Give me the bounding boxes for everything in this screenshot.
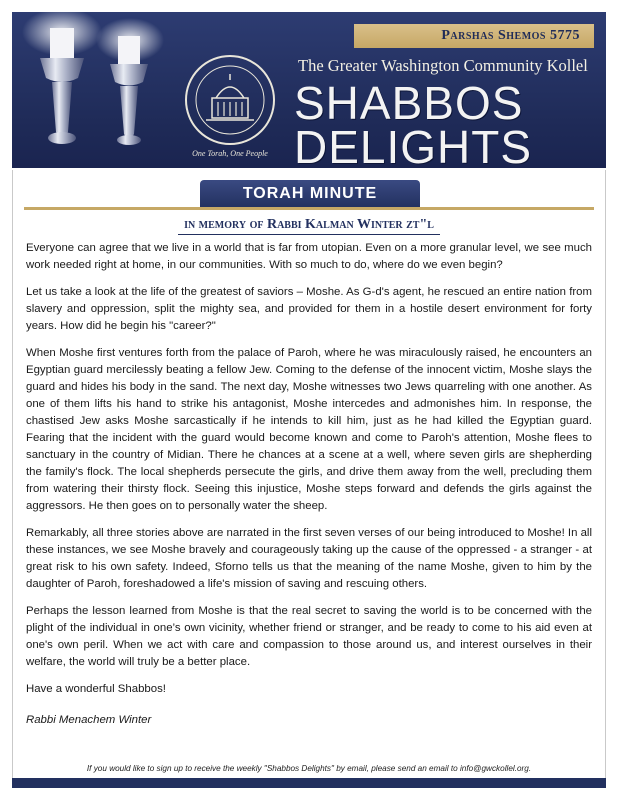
- closing-line: Have a wonderful Shabbos!: [26, 683, 166, 695]
- masthead: [12, 12, 606, 168]
- article-paragraph: Perhaps the lesson learned from Moshe is that the real secret to saving the world is to be concerned with the plight of the individual in one’s own vicinity, whether friend or stranger, and be ready to come to his aid even at one's own peril. When we act with care and compassion to those around us, and interest ourselves in their welfare, the world will truly be a better place.: [26, 605, 592, 668]
- footer-signup-note: If you would like to sign up to receive the weekly "Shabbos Delights" by email, please send an email to info@gwckollel.org.: [86, 764, 532, 773]
- footer-bar: [12, 778, 606, 788]
- parsha-tab: [354, 24, 594, 48]
- section-heading: TORAH MINUTE: [242, 185, 378, 202]
- newsletter-title-line2: DELIGHTS: [294, 121, 533, 168]
- article-body: [26, 240, 592, 739]
- article-paragraph: Remarkably, all three stories above are narrated in the first seven verses of our being introduced to Moshe! In all these instances, we see Moshe bravely and courageously taking up the cause of the oppressed - a stranger - at great risk to his own safety. Indeed, Sforno tells us that the meaning of the name Moshe, given to him by the daughter of Paroh, foreshadowed a life's mission of saving and rescuing others.: [26, 527, 592, 590]
- author-signature: Rabbi Menachem Winter: [26, 714, 152, 726]
- kollel-seal-logo: [182, 52, 278, 162]
- article-paragraph: Everyone can agree that we live in a world that is far from utopian. Even on a more granular level, we see much work needed right at home, in our communities. With so much to do, where do we even begin?: [26, 242, 592, 271]
- candlesticks-image: [12, 12, 172, 168]
- org-name: The Greater Washington Community Kollel: [298, 56, 588, 75]
- newsletter-title-line1: SHABBOS: [294, 77, 524, 129]
- memorial-text: in memory of Rabbi Kalman Winter zt"l: [178, 217, 440, 235]
- section-divider: [24, 207, 594, 210]
- section-heading-tab: [200, 180, 420, 208]
- parsha-label: Parshas Shemos 5775: [441, 28, 580, 43]
- article-paragraph: When Moshe first ventures forth from the palace of Paroh, where he was miraculously raised, he encounters an Egyptian guard mercilessly beating a fellow Jew. Coming to the defense of the innocent victim, Moshe slays the guard and hides his body in the sand. The next day, Moshe witnesses two Jews quarreling with one another. As one of them lifts his hand to strike his antagonist, Moshe intercedes and admonishes him. In response, the chastised Jew asks Moshe sarcastically if he intends to kill him, just as he had killed the Egyptian guard. Fearing that the incident with the guard would become known and come to Paroh's attention, Moshe flees to sanctuary in the country of Midian. There he chances at a scene at a well, where seven girls are shepherding the family's flock. The local shepherds persecute the girls, and drive them away from the well, precluding them from watering their thirsty flock. Seeing this injustice, Moshe steps forward and defends the girls against the aggressors. He then goes on to personally water the sheep.: [26, 347, 592, 512]
- svg-text:One Torah, One People: One Torah, One People: [192, 149, 268, 158]
- article-paragraph: Let us take a look at the life of the greatest of saviors – Moshe. As G-d's agent, he rescued an entire nation from slavery and oppression, split the mighty sea, and provided for them in a hostile desert environment for forty years. How did he begin his "career?": [26, 286, 592, 332]
- memorial-line: [0, 215, 618, 235]
